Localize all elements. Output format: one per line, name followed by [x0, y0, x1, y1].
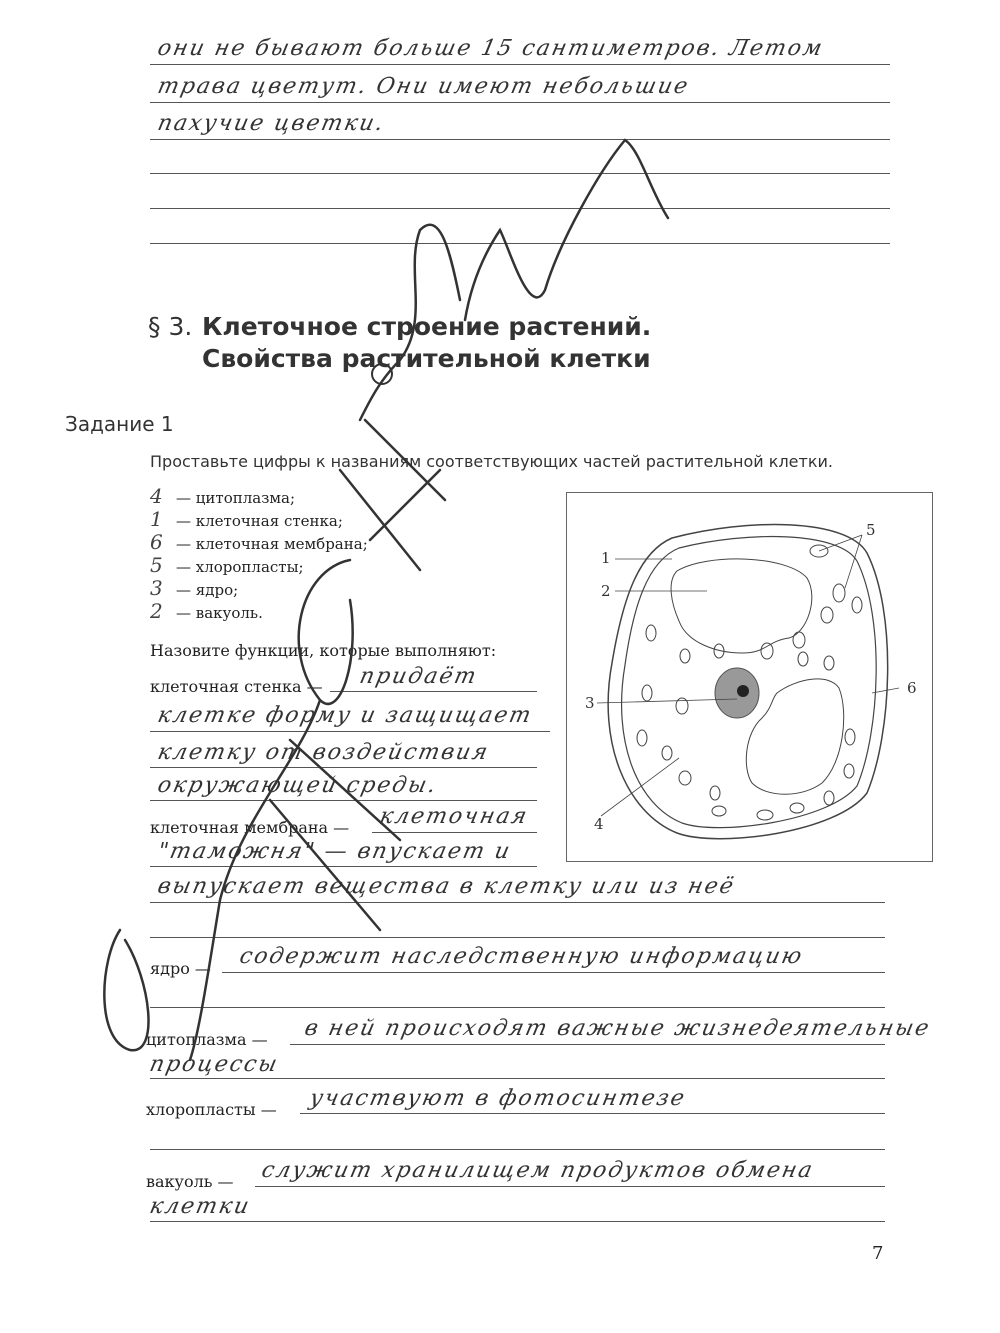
ruled-line	[150, 731, 550, 732]
handwritten-answer: участвуют в фотосинтезе	[307, 1086, 689, 1111]
item-label: — клеточная мембрана;	[176, 535, 368, 553]
nucleus	[715, 668, 759, 718]
membrane-label: клеточная мембрана —	[150, 818, 350, 837]
list-item	[150, 553, 304, 577]
task-title: Задание 1	[65, 412, 174, 436]
handwritten-number: 2	[150, 599, 163, 623]
ruled-line	[150, 1149, 885, 1150]
ruled-line	[255, 1186, 885, 1187]
handwritten-answer: трава цветут. Они имеют небольшие	[155, 74, 692, 99]
vacuole-label: вакуоль —	[146, 1172, 234, 1191]
ruled-line	[150, 139, 890, 140]
handwritten-number: 5	[150, 553, 163, 577]
plant-cell-diagram	[566, 492, 933, 862]
handwritten-answer: окружающей среды.	[155, 773, 440, 798]
handwritten-answer: клетку от воздействия	[155, 740, 492, 765]
item-label: — цитоплазма;	[176, 489, 296, 507]
wall-label: клеточная стенка —	[150, 677, 323, 696]
handwritten-answer: процессы	[147, 1052, 282, 1077]
list-item	[150, 507, 343, 531]
ruled-line	[150, 767, 537, 768]
handwritten-answer: служит хранилищем продуктов обмена	[259, 1158, 817, 1183]
nucleus-label: ядро —	[150, 959, 211, 978]
handwritten-answer: содержит наследственную информацию	[237, 944, 806, 969]
ruled-line	[150, 902, 885, 903]
handwritten-answer: пахучие цветки.	[155, 111, 388, 136]
ruled-line	[150, 1221, 885, 1222]
ruled-line	[150, 866, 537, 867]
page-number: 7	[872, 1243, 884, 1264]
list-item	[150, 576, 238, 600]
ruled-line	[150, 937, 885, 938]
handwritten-answer: придаёт	[357, 664, 481, 689]
handwritten-number: 1	[150, 507, 163, 531]
cell-illustration	[567, 493, 932, 861]
ruled-line	[150, 102, 890, 103]
handwritten-number: 6	[150, 530, 163, 554]
ruled-line	[150, 243, 890, 244]
ruled-line	[150, 800, 537, 801]
handwritten-answer: клеточная	[377, 804, 531, 829]
item-label: — ядро;	[176, 581, 239, 599]
ruled-line	[330, 691, 537, 692]
chloroplast-label: хлоропласты —	[146, 1100, 277, 1119]
list-item	[150, 530, 368, 554]
item-label: — вакуоль.	[176, 604, 263, 622]
task-instruction: Проставьте цифры к названиям соответствующих частей растительной клетки.	[150, 452, 833, 471]
item-label: — клеточная стенка;	[176, 512, 343, 530]
handwritten-answer: "таможня" — впускает и	[155, 839, 514, 864]
diagram-label-2: 2	[601, 582, 611, 600]
handwritten-answer: они не бывают больше 15 сантиметров. Летом	[155, 36, 826, 61]
ruled-line	[150, 64, 890, 65]
diagram-label-3: 3	[585, 694, 595, 712]
item-label: — хлоропласты;	[176, 558, 304, 576]
ruled-line	[150, 1078, 885, 1079]
list-item	[150, 599, 263, 623]
handwritten-answer: выпускает вещества в клетку или из неё	[155, 874, 738, 899]
ruled-line	[150, 1007, 885, 1008]
handwritten-answer: клетке форму и защищает	[155, 703, 535, 728]
vacuole	[746, 679, 843, 794]
functions-prompt: Назовите функции, которые выполняют:	[150, 641, 497, 660]
ruled-line	[290, 1044, 885, 1045]
diagram-label-6: 6	[907, 679, 917, 697]
ruled-line	[150, 173, 890, 174]
diagram-label-5: 5	[866, 521, 876, 539]
cytoplasm-label: цитоплазма —	[146, 1030, 268, 1049]
ruled-line	[222, 972, 885, 973]
handwritten-answer: в ней происходят важные жизнедеятельные	[302, 1016, 934, 1041]
ruled-line	[372, 832, 537, 833]
nucleolus	[737, 685, 749, 697]
handwritten-number: 3	[150, 576, 163, 600]
diagram-label-1: 1	[601, 549, 611, 567]
handwritten-answer: клетки	[147, 1194, 254, 1219]
handwritten-number: 4	[150, 484, 163, 508]
ruled-line	[300, 1113, 885, 1114]
vacuole	[671, 559, 812, 653]
ruled-line	[150, 208, 890, 209]
section-subtitle: Свойства растительной клетки	[202, 344, 651, 373]
section-title: Клеточное строение растений.	[202, 312, 652, 341]
diagram-label-4: 4	[594, 815, 604, 833]
list-item	[150, 484, 295, 508]
section-number: § 3.	[148, 312, 193, 341]
